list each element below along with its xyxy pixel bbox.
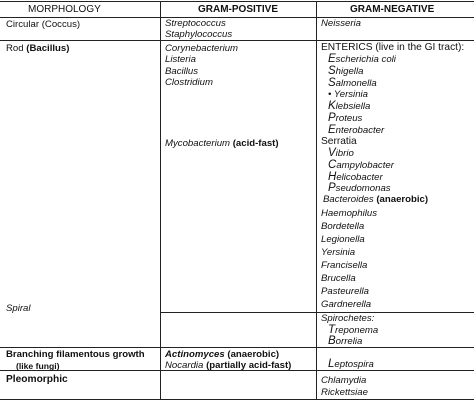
morphology-branching: Branching filamentous growth [6, 349, 145, 360]
gn-borrelia [328, 336, 362, 348]
gn-haemophilus: Haemophilus [321, 208, 377, 219]
circular-row-divider [0, 40, 474, 41]
spiral-rest: eptospira [334, 359, 374, 370]
mycobacterium-note: (acid-fast) [230, 138, 279, 149]
mycobacterium-name: Mycobacterium [165, 138, 231, 149]
gp-actinomyces [165, 350, 279, 360]
table-bottom-border [0, 399, 474, 400]
vcha-rest: elicobacter [336, 172, 383, 183]
rod-bacillus-label: (Bacillus) [26, 43, 70, 54]
enteric-rest: lebsiella [335, 101, 371, 112]
vcha-rest: seudomonas [335, 183, 391, 194]
gn-gardnerella: Gardnerella [321, 299, 372, 310]
header-gram-negative: GRAM-NEGATIVE [350, 4, 435, 15]
bacteroides-note: (anaerobic) [373, 194, 429, 205]
vcha-rest: ampylobacter [336, 160, 394, 171]
enteric-cap: K [328, 100, 336, 112]
gp-mycobacterium [165, 139, 279, 149]
gn-helicobacter [328, 172, 383, 184]
enteric-rest: nterobacter [335, 125, 385, 136]
gn-campylobacter [328, 160, 394, 172]
gn-enterics-header: ENTERICS (live in the GI tract): [321, 42, 465, 53]
enteric-cap: E [328, 124, 336, 136]
gn-pasteurella: Pasteurella [321, 286, 369, 297]
gn-enteric-enterobacter [328, 125, 384, 137]
rod-label: Rod [6, 43, 27, 54]
spiral-cap: B [328, 335, 336, 347]
gp-staphylococcus: Staphylococcus [165, 29, 233, 40]
enteric-rest: higella [335, 66, 364, 77]
gn-spirochetes-header: Spirochetes: [321, 313, 375, 324]
gn-francisella: Francisella [321, 260, 368, 271]
gn-pseudomonas [328, 183, 391, 195]
spiral-cap: L [328, 358, 335, 370]
morphology-circular: Circular (Coccus) [6, 19, 81, 30]
gn-rickettsiae: Rickettsiae [321, 387, 368, 398]
header-gram-positive: GRAM-POSITIVE [198, 4, 279, 15]
enteric-cap: P [328, 112, 336, 124]
gn-enteric-yersinia [328, 90, 368, 100]
morphology-rod [6, 44, 69, 54]
gp-bacillus: Bacillus [165, 66, 199, 77]
gn-legionella: Legionella [321, 234, 365, 245]
gn-bordetella: Bordetella [321, 221, 365, 232]
enteric-cap: E [328, 53, 336, 65]
gp-listeria: Listeria [165, 54, 196, 65]
gp-streptococcus: Streptococcus [165, 18, 226, 29]
vcha-rest: ibrio [335, 148, 354, 159]
gn-enteric-shigella [328, 66, 363, 78]
enteric-rest: roteus [335, 113, 363, 124]
rod-row-divider [160, 312, 474, 313]
nocardia-note: (partially acid-fast) [203, 360, 292, 371]
gn-brucella: Brucella [321, 273, 356, 284]
enteric-rest: scherichia coli [335, 54, 396, 65]
gn-enteric-klebsiella [328, 101, 370, 113]
vcha-cap: P [328, 182, 336, 194]
spiral-row-divider [0, 347, 474, 348]
gn-enteric-escherichia [328, 54, 396, 66]
gn-neisseria: Neisseria [321, 18, 361, 29]
header-morphology: MORPHOLOGY [28, 4, 101, 15]
gn-yersinia: Yersinia [321, 247, 356, 258]
gn-serratia: Serratia [321, 136, 357, 147]
actinomyces-name: Actinomyces [165, 349, 225, 360]
nocardia-name: Nocardia [165, 360, 204, 371]
gn-bacteroides [323, 195, 428, 205]
spiral-cap: T [328, 324, 336, 336]
vcha-cap: H [328, 171, 337, 183]
gp-clostridium: Clostridium [165, 77, 213, 88]
enteric-cap: S [328, 65, 336, 77]
morphology-pleomorphic: Pleomorphic [6, 374, 68, 385]
bacteroides-name: Bacteroides [323, 194, 374, 205]
gn-chlamydia: Chlamydia [321, 375, 367, 386]
spiral-rest: orrelia [335, 336, 363, 347]
morphology-spiral: Spiral [6, 303, 31, 314]
gn-leptospira-visible [328, 359, 374, 371]
vcha-cap: V [328, 147, 336, 159]
gp-corynebacterium: Corynebacterium [165, 43, 239, 54]
actinomyces-note: (anaerobic) [224, 349, 280, 360]
vcha-cap: C [328, 159, 337, 171]
enteric-rest: ersinia [339, 89, 368, 100]
enteric-cap: • Y [328, 89, 340, 100]
enteric-rest: almonella [335, 78, 377, 89]
morphology-branching-line2: (like fungi) [16, 361, 60, 371]
col-divider-1 [160, 1, 161, 400]
spiral-rest: reponema [335, 325, 379, 336]
table-top-border [0, 1, 474, 2]
gn-vibrio [328, 148, 354, 160]
col-divider-2 [316, 1, 317, 400]
gn-enteric-salmonella [328, 78, 377, 90]
header-divider [0, 17, 474, 18]
gn-enteric-proteus [328, 113, 362, 125]
enteric-cap: S [328, 77, 336, 89]
gp-nocardia [165, 361, 291, 371]
